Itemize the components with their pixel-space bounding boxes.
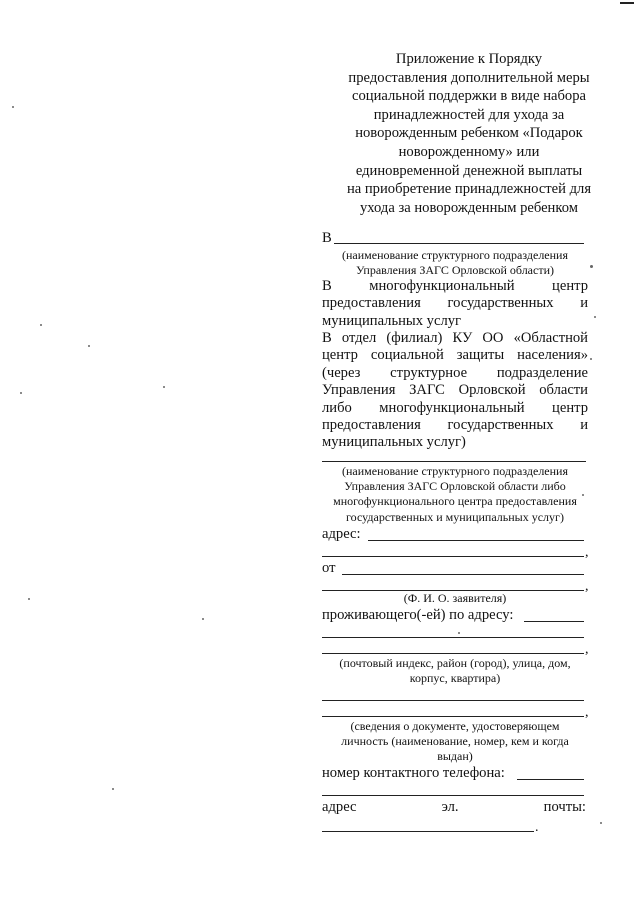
email-field-line[interactable] (322, 831, 534, 832)
mfc-block (322, 278, 588, 330)
mfc-line: предоставления государственных и (322, 295, 588, 312)
residing-comma: , (585, 642, 589, 657)
postal-caption: (почтовый индекс, район (город), улица, дом, корпус, квартира) (339, 656, 571, 686)
name-caption: (Ф. И. О. заявителя) (403, 591, 507, 605)
scan-speck (590, 358, 592, 360)
appendix-header (338, 50, 600, 217)
address-label: адрес: (322, 526, 361, 542)
scan-speck (458, 632, 460, 634)
email-period: . (535, 820, 539, 835)
doc-field-line-2[interactable] (322, 716, 584, 717)
name-comma: , (585, 579, 589, 594)
scan-mark (620, 2, 634, 4)
dept-line: центр социальной защиты населения» (322, 347, 588, 364)
dept-block (322, 330, 588, 452)
email-label: адрес эл. почты: (322, 799, 586, 815)
dept-line: Управления ЗАГС Орловской области (322, 382, 588, 399)
address-comma: , (585, 545, 589, 560)
scan-speck (20, 392, 22, 394)
phone-label: номер контактного телефона: (322, 765, 505, 781)
appendix-line: новорожденным ребенком «Подарок (355, 125, 583, 142)
scan-speck (590, 265, 593, 268)
scan-speck (163, 386, 165, 388)
scan-speck (600, 822, 602, 824)
to-prefix: В (322, 230, 332, 246)
dept-line: предоставления государственных и (322, 417, 588, 434)
scan-speck (12, 106, 14, 108)
dept-line: либо многофункциональный центр (322, 399, 588, 416)
residing-field-line-2[interactable] (322, 637, 584, 638)
appendix-line: новорожденному» или (398, 143, 540, 160)
doc-caption: (сведения о документе, удостоверяющем личность (наименование, номер, кем и когда выдан) (341, 719, 569, 764)
to-caption: (наименование структурного подразделения Управления ЗАГС Орловской области) (341, 248, 568, 278)
doc-comma: , (585, 705, 589, 720)
scan-speck (112, 788, 114, 790)
scan-speck (594, 316, 596, 318)
appendix-line: Приложение к Порядку (395, 51, 543, 67)
dept-line: (через структурное подразделение (322, 364, 588, 381)
scan-speck (88, 345, 90, 347)
mfc-line: В многофункциональный центр (322, 278, 588, 294)
phone-field-line-2[interactable] (322, 795, 584, 796)
org-caption: (наименование структурного подразделения Управления ЗАГС Орловской области либо многофункционального центра предоставления государственных и муниципальных услуг) (333, 464, 577, 524)
address-field-line-2[interactable] (322, 556, 584, 557)
mfc-line: муниципальных услуг (322, 312, 462, 329)
residing-field-line-3[interactable] (322, 653, 584, 654)
dept-line: В отдел (филиал) КУ ОО «Областной (322, 330, 588, 346)
appendix-line: на приобретение принадлежностей для (346, 181, 592, 198)
appendix-line: ухода за новорожденным ребенком (360, 199, 578, 216)
appendix-line: предоставления дополнительной меры (348, 69, 590, 86)
scan-speck (28, 598, 30, 600)
org-field-line[interactable] (322, 461, 586, 462)
to-field-line[interactable] (334, 243, 584, 244)
name-field-line-1[interactable] (342, 574, 584, 575)
address-field-line-1[interactable] (368, 540, 584, 541)
doc-field-line-1[interactable] (322, 700, 584, 701)
phone-field-line[interactable] (517, 779, 584, 780)
residing-label: проживающего(-ей) по адресу: (322, 607, 514, 623)
scan-speck (202, 618, 204, 620)
scan-speck (40, 324, 42, 326)
residing-field-line-1[interactable] (524, 621, 584, 622)
scan-speck (582, 494, 584, 496)
appendix-line: социальной поддержки в виде набора (351, 88, 587, 105)
appendix-line: единовременной денежной выплаты (355, 162, 583, 179)
from-label: от (322, 560, 336, 576)
appendix-line: принадлежностей для ухода за (373, 106, 565, 123)
dept-line: муниципальных услуг) (322, 434, 466, 451)
